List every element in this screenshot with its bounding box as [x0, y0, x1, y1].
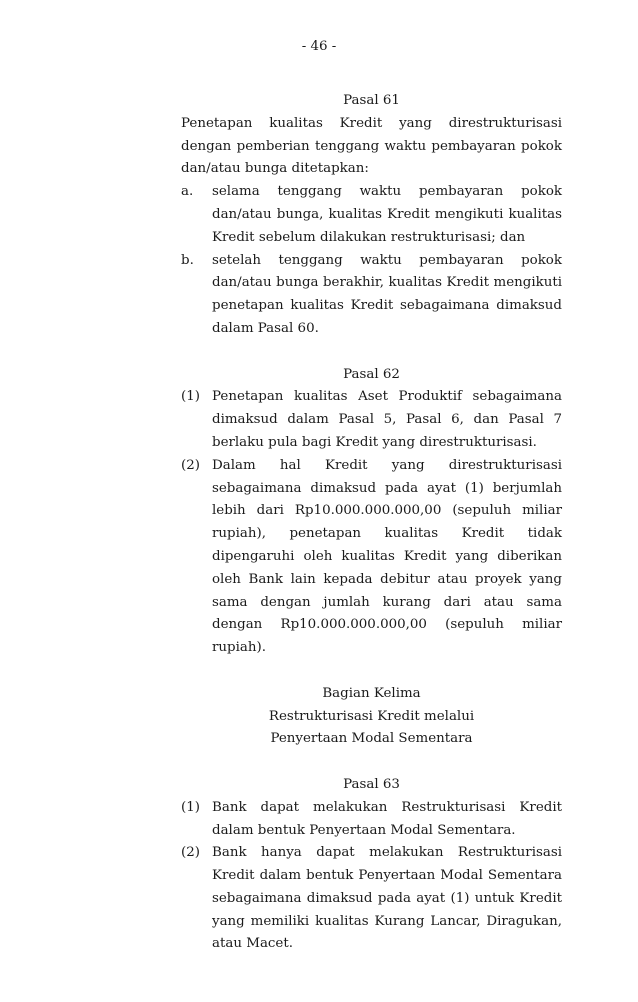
list-item [181, 455, 562, 660]
pasal-63-title: Pasal 63 [343, 776, 400, 792]
list-item-text: Penetapan kualitas Aset Produktif sebagaimana dimaksud dalam Pasal 5, Pasal 6, dan Pasal 7 berlaku pula bagi Kredit yang direstrukturisasi. [212, 389, 562, 450]
list-marker: (1) [181, 389, 200, 405]
list-marker: (2) [181, 845, 200, 861]
list-item [181, 386, 562, 454]
list-marker: (1) [181, 799, 200, 815]
bagian-title-line-1: Restrukturisasi Kredit melalui [268, 708, 475, 724]
list-item [181, 181, 562, 249]
list-item [181, 842, 562, 956]
pasal-61-intro: Penetapan kualitas Kredit yang direstrukturisasi dengan pemberian tenggang waktu pembayaran pokok dan/atau bunga ditetapkan: [181, 115, 562, 177]
list-item-text: Bank hanya dapat melakukan Restrukturisasi Kredit dalam bentuk Penyertaan Modal Sementara sebagaimana dimaksud pada ayat (1) untuk Kredit yang memiliki kualitas Kurang Lancar, Diragukan, atau Macet. [212, 845, 562, 952]
list-item-text: setelah tenggang waktu pembayaran pokok dan/atau bunga berakhir, kualitas Kredit mengikuti penetapan kualitas Kredit sebagaimana dimaksud dalam Pasal 60. [212, 252, 562, 336]
bagian-title-line-2: Penyertaan Modal Sementara [270, 731, 473, 747]
list-marker: a. [181, 184, 194, 200]
list-marker: b. [181, 252, 194, 268]
list-item-text: selama tenggang waktu pembayaran pokok dan/atau bunga, kualitas Kredit mengikuti kualitas Kredit sebelum dilakukan restrukturisasi; dan [212, 184, 562, 245]
pasal-61-title: Pasal 61 [343, 93, 400, 108]
list-item [181, 250, 562, 341]
list-item [181, 797, 562, 843]
list-marker: (2) [181, 457, 200, 473]
bagian-heading: Bagian Kelima [322, 685, 421, 701]
list-item-text: Bank dapat melakukan Restrukturisasi Kredit dalam bentuk Penyertaan Modal Sementara. [212, 799, 562, 838]
page-number: - 46 - [301, 39, 337, 54]
list-item-text: Dalam hal Kredit yang direstrukturisasi sebagaimana dimaksud pada ayat (1) berjumlah lebih dari Rp10.000.000.000,00 (sepuluh miliar rupiah), penetapan kualitas Kredit tidak dipengaruhi oleh kualitas Kredit yang diberikan oleh Bank lain kepada debitur atau proyek yang sama dengan jumlah kurang dari atau sama dengan Rp10.000.000.000,00 (sepuluh miliar rupiah). [212, 457, 562, 656]
pasal-62-title: Pasal 62 [343, 366, 400, 382]
document-body [181, 90, 562, 956]
